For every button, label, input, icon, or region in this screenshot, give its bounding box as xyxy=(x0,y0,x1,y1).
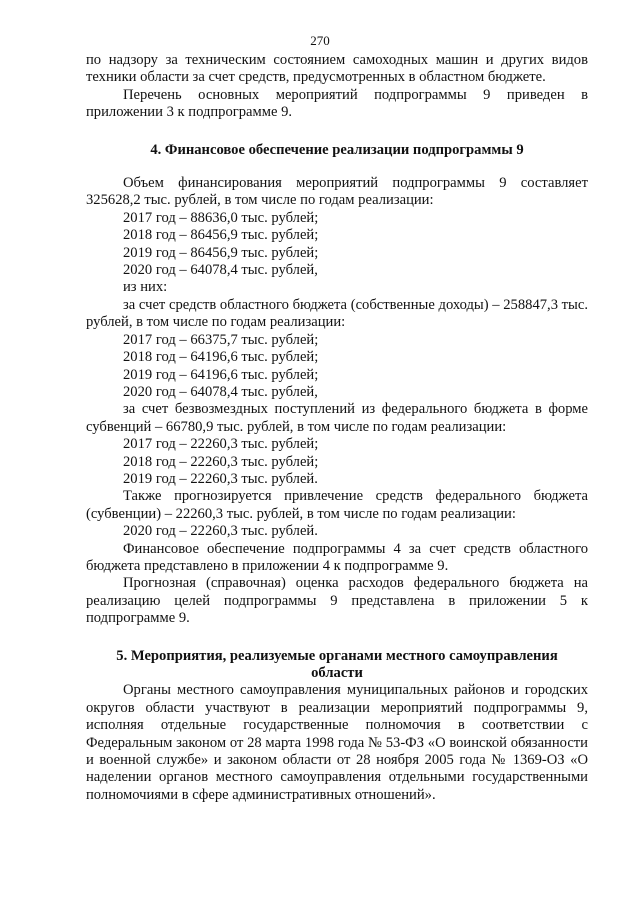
total-year-line: 2017 год – 88636,0 тыс. рублей; xyxy=(123,209,319,226)
total-year-line: 2019 год – 86456,9 тыс. рублей; xyxy=(123,244,319,261)
total-year-line: 2020 год – 64078,4 тыс. рублей, xyxy=(123,262,318,279)
of-them-line: из них: xyxy=(123,279,168,296)
regional-year-line: 2019 год – 64196,6 тыс. рублей; xyxy=(123,366,319,383)
forecast-paragraph: Также прогнозируется привлечение средств федерального бюджета (субвенции) – 22260,3 тыс. рублей, в том числе по годам реализации: xyxy=(86,488,588,522)
regional-year-line: 2020 год – 64078,4 тыс. рублей, xyxy=(123,383,318,400)
section-5-heading-line-2: области xyxy=(311,665,363,681)
section-5-body-paragraph: Органы местного самоуправления муниципальных районов и городских округов области участвуют в реализации мероприятий подпрограммы 9, исполняя отдельные государственные полномочия в соответствии с Федеральным законом от 28 марта 1998 года № 53-ФЗ «О воинской обязанности и военной службе» и законом области от 28 ноября 2005 года № 1369-ОЗ «О наделении органов местного самоуправления отдельными государственными полномочиями в сфере административных отношений». xyxy=(86,682,588,803)
federal-year-line: 2017 год – 22260,3 тыс. рублей; xyxy=(123,436,319,453)
federal-year-line: 2019 год – 22260,3 тыс. рублей. xyxy=(123,470,318,487)
intro-paragraph-2: Перечень основных мероприятий подпрограммы 9 приведен в приложении 3 к подпрограмме 9. xyxy=(86,86,588,121)
document-body xyxy=(86,52,588,804)
intro-paragraph-1: по надзору за техническим состоянием самоходных машин и других видов техники области за счет средств, предусмотренных в областном бюджете. xyxy=(86,52,588,86)
section-4-heading: 4. Финансовое обеспечение реализации подпрограммы 9 xyxy=(150,141,524,158)
page-number: 270 xyxy=(310,33,330,48)
section-5-heading xyxy=(86,648,588,683)
regional-year-line: 2017 год – 66375,7 тыс. рублей; xyxy=(123,331,319,348)
forecast-year-line: 2020 год – 22260,3 тыс. рублей. xyxy=(123,523,318,540)
section-5-heading-line-1: 5. Мероприятия, реализуемые органами местного самоуправления xyxy=(116,647,558,664)
appendix-5-paragraph: Прогнозная (справочная) оценка расходов федерального бюджета на реализацию целей подпрограммы 9 представлена в приложении 5 к подпрограмме 9. xyxy=(86,575,588,627)
federal-year-line: 2018 год – 22260,3 тыс. рублей; xyxy=(123,453,319,470)
regional-budget-paragraph: за счет средств областного бюджета (собственные доходы) – 258847,3 тыс. рублей, в том числе по годам реализации: xyxy=(86,296,588,331)
total-funding-paragraph: Объем финансирования мероприятий подпрограммы 9 составляет 325628,2 тыс. рублей, в том числе по годам реализации: xyxy=(86,175,588,209)
regional-year-line: 2018 год – 64196,6 тыс. рублей; xyxy=(123,349,319,366)
total-year-line: 2018 год – 86456,9 тыс. рублей; xyxy=(123,227,319,244)
appendix-4-paragraph: Финансовое обеспечение подпрограммы 4 за счет средств областного бюджета представлено в приложении 4 к подпрограмме 9. xyxy=(86,540,588,574)
federal-budget-paragraph: за счет безвозмездных поступлений из федерального бюджета в форме субвенций – 66780,9 тыс. рублей, в том числе по годам реализации: xyxy=(86,401,588,435)
